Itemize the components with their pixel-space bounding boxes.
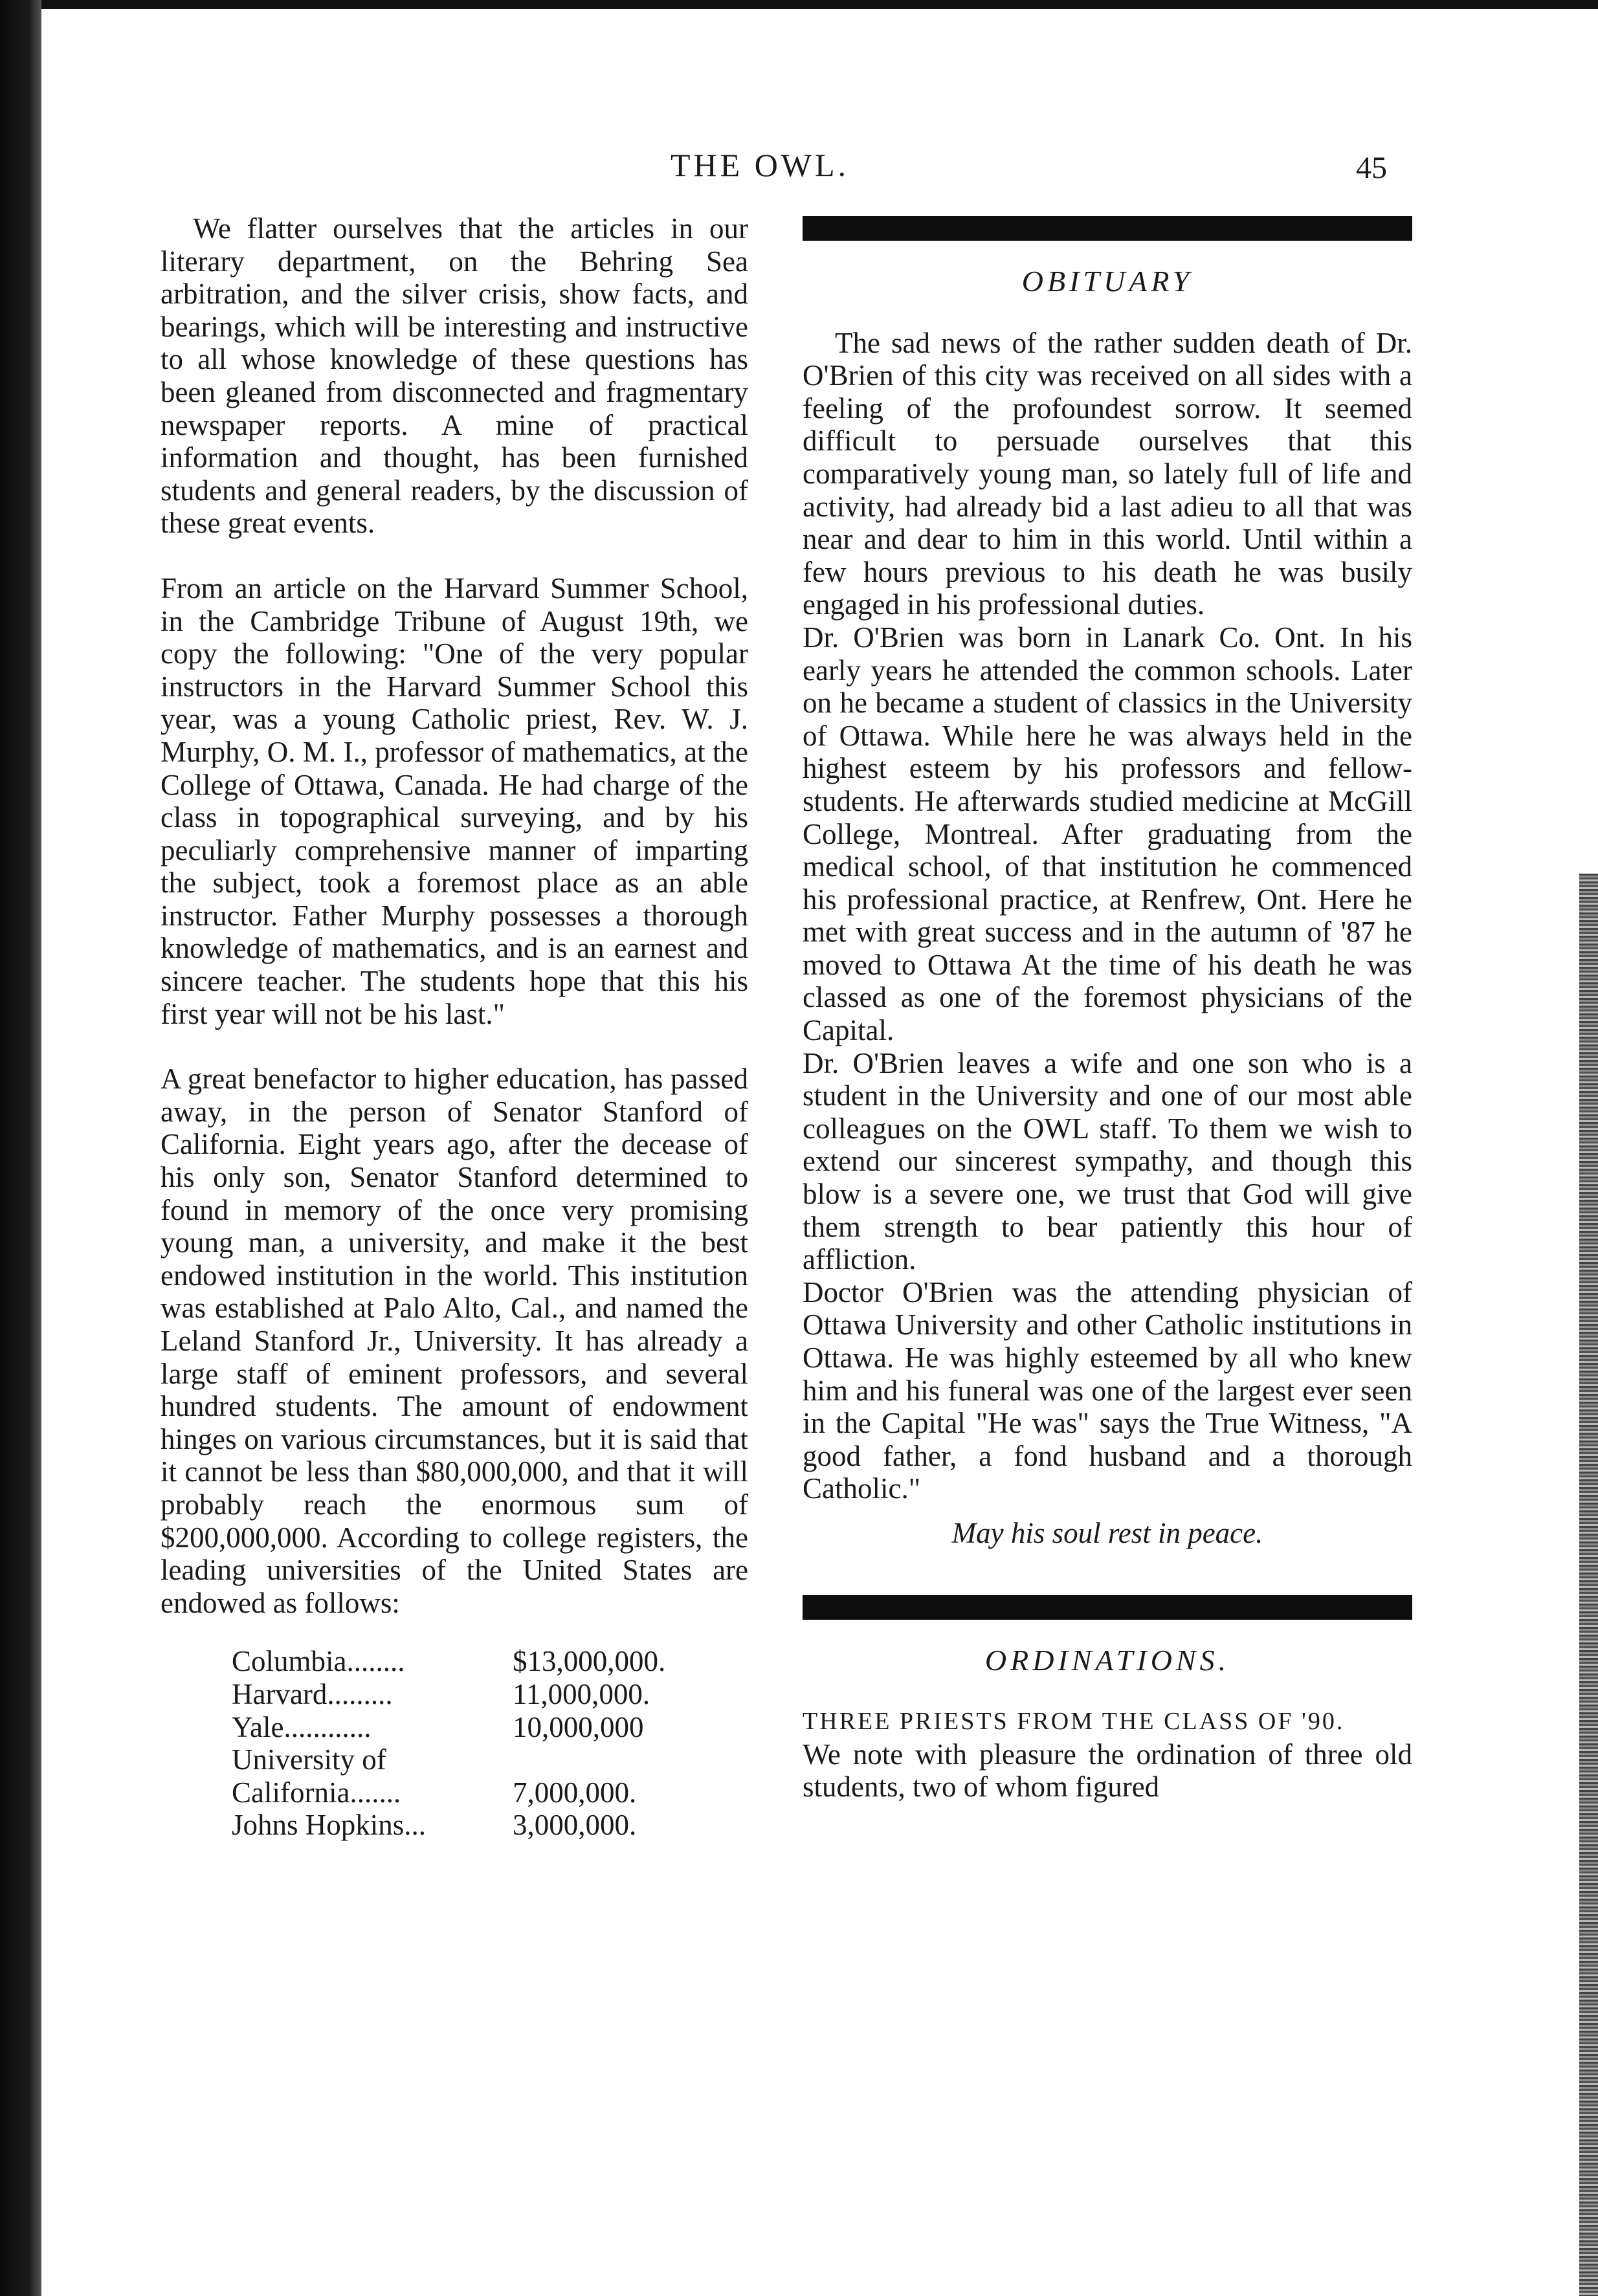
scan-border-right [1579, 874, 1598, 2296]
endowment-name: Johns Hopkins... [232, 1809, 427, 1842]
left-column [161, 212, 748, 1842]
table-row [232, 1809, 665, 1842]
ordinations-subhead: THREE PRIESTS FROM THE CLASS OF '90. [803, 1708, 1345, 1736]
obituary-paragraph: Doctor O'Brien was the attending physician of Ottawa University and other Catholic institutions in Ottawa. He was highly esteemed by all who knew him and his funeral was one of the largest ever seen in the Capital "He was" says the True Witness, "A good father, a fond husband and a thorough Catholic." [803, 1275, 1412, 1505]
endowment-name: University of California....... [232, 1743, 401, 1809]
editorial-paragraph-articles: We flatter ourselves that the articles in our literary department, on the Behring Sea arbitration, and the silver crisis, show facts, and bearings, which will be interesting and instructive to all whose knowledge of these questions has been gleaned from disconnected and fragmentary newspaper reports. A mine of practical information and thought, has been furnished students and general readers, by the discussion of these great events. [161, 212, 748, 540]
ordinations-paragraph: We note with pleasure the ordination of three old students, two of whom figured [803, 1738, 1412, 1804]
obituary-paragraph: The sad news of the rather sudden death of Dr. O'Brien of this city was received on all sides with a feeling of the profoundest sorrow. It seemed difficult to persuade ourselves that this comparatively young man, so lately full of life and activity, had already bid a last adieu to all that was near and dear to him in this world. Until within a few hours previous to his death he was busily engaged in his professional duties. [803, 326, 1412, 621]
obituary-title: OBITUARY [1021, 265, 1193, 298]
endowment-amount: 7,000,000. [513, 1776, 637, 1809]
scan-border-top [0, 0, 1598, 9]
right-column [803, 212, 1412, 1804]
table-row [232, 1645, 665, 1678]
endowment-amount: 3,000,000. [513, 1809, 637, 1842]
endowment-amount: 11,000,000. [513, 1677, 650, 1710]
obituary-signoff: May his soul rest in peace. [951, 1516, 1263, 1549]
editorial-paragraph-stanford: A great benefactor to higher education, has passed away, in the person of Senator Stanford of California. Eight years ago, after the decease of his only son, Senator Stanford determined to found in memory of the once very promising young man, a university, and make it the best endowed institution in the world. This institution was established at Palo Alto, Cal., and named the Leland Stanford Jr., University. It has already a large staff of eminent professors, and several hundred students. The amount of endowment hinges on various circumstances, but it is said that it cannot be less than $80,000,000, and that it will probably reach the enormous sum of $200,000,000. According to college registers, the leading universities of the United States are endowed as follows: [161, 1063, 748, 1619]
endowment-amount: $13,000,000. [513, 1645, 666, 1678]
endowment-name: Yale............ [232, 1710, 372, 1743]
table-row [232, 1711, 665, 1744]
endowment-name: Columbia........ [232, 1645, 405, 1678]
scan-border-left [0, 0, 41, 2296]
page-number: 45 [1356, 151, 1387, 185]
endowment-table [232, 1645, 665, 1842]
obituary-paragraph: Dr. O'Brien leaves a wife and one son who is a student in the University and one of our most able colleagues on the OWL staff. To them we wish to extend our sincerest sympathy, and though this blow is a severe one, we trust that God will give them strength to bear patiently this hour of affliction. [803, 1046, 1412, 1276]
editorial-paragraph-harvard: From an article on the Harvard Summer School, in the Cambridge Tribune of August 19th, we copy the following: "One of the very popular instructors in the Harvard Summer School this year, was a young Catholic priest, Rev. W. J. Murphy, O. M. I., professor of mathematics, at the College of Ottawa, Canada. He had charge of the class in topographical surveying, and by his peculiarly comprehensive manner of imparting the subject, took a foremost place as an able instructor. Father Murphy possesses a thorough knowledge of mathematics, and is an earnest and sincere teacher. The students hope that this his first year will not be his last." [161, 571, 748, 1030]
ordinations-title: ORDINATIONS. [984, 1643, 1230, 1677]
section-rule [803, 216, 1412, 241]
obituary-paragraph: Dr. O'Brien was born in Lanark Co. Ont. In his early years he attended the common schools. Later on he became a student of classics in the University of Ottawa. While here he was always held in the highest esteem by his professors and fellow-students. He afterwards studied medicine at McGill College, Montreal. After graduating from the medical school, of that institution he commenced his professional practice, at Renfrew, Ont. Here he met with great success and in the autumn of '87 he moved to Ottawa At the time of his death he was classed as one of the foremost physicians of the Capital. [803, 621, 1412, 1047]
running-head: THE OWL. [671, 147, 850, 183]
endowment-amount: 10,000,000 [513, 1710, 644, 1743]
table-row [232, 1678, 665, 1711]
endowment-name: Harvard......... [232, 1677, 393, 1710]
table-row [232, 1743, 665, 1809]
section-rule [803, 1595, 1412, 1620]
